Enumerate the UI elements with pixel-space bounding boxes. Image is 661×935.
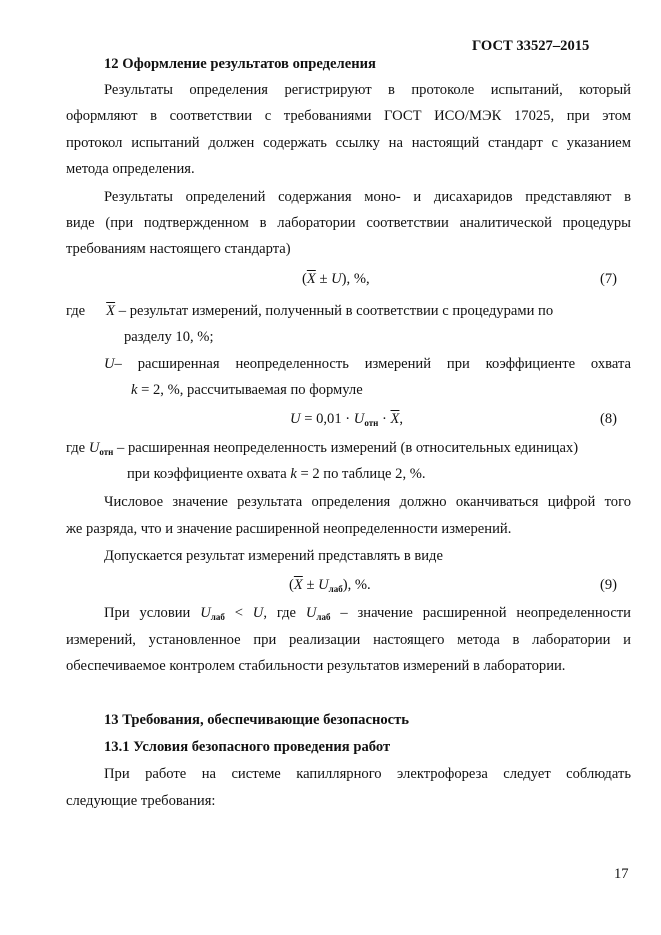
formula-8-u-otn: U bbox=[353, 411, 365, 427]
where-2-u: U bbox=[104, 356, 115, 372]
where-3-line bbox=[66, 440, 578, 457]
where-2-text: – расширенная неопределенность измерений при коэффициенте охвата bbox=[114, 356, 631, 372]
where-3-u: U bbox=[88, 440, 100, 456]
standard-header: ГОСТ 33527–2015 bbox=[472, 38, 590, 54]
paragraph-5-line-3: обеспечиваемое контролем стабильности результатов измерений в лаборатории. bbox=[66, 658, 566, 674]
p5-u2: U bbox=[252, 605, 264, 621]
formula-9-sub-lab: лаб bbox=[328, 584, 343, 594]
formula-9-close: ), %. bbox=[342, 577, 371, 593]
paragraph-3-line-2: же разряда, что и значение расширенной неопределенности измерений. bbox=[66, 521, 512, 537]
paragraph-1-line-3: протокол испытаний должен содержать ссылку на настоящий стандарт с указанием bbox=[66, 135, 631, 151]
formula-8-end: , bbox=[399, 411, 404, 427]
where-3-sub-otn: отн bbox=[99, 447, 114, 457]
formula-7 bbox=[302, 271, 370, 288]
where-2-k: k bbox=[131, 382, 138, 398]
formula-7-open: ( bbox=[302, 271, 307, 287]
formula-8-sub-otn: отн bbox=[364, 418, 379, 428]
formula-9-u: U bbox=[318, 577, 329, 593]
p5-b: < bbox=[224, 605, 253, 621]
equation-number-7: (7) bbox=[600, 271, 618, 287]
p5-a: При условии bbox=[104, 605, 201, 621]
p5-u3: U bbox=[305, 605, 317, 621]
where-3-gde: где bbox=[66, 440, 89, 456]
paragraph-1-line-2: оформляют в соответствии с требованиями ГОСТ ИСО/МЭК 17025, при этом bbox=[66, 108, 631, 124]
paragraph-1-line-4: метода определения. bbox=[66, 161, 195, 177]
paragraph-5-line-1 bbox=[104, 605, 631, 622]
formula-8-x-mean: $\overline{X}$ bbox=[390, 411, 400, 427]
where-3-text-2a: при коэффициенте охвата bbox=[127, 466, 291, 482]
section-13-title: 13 Требования, обеспечивающие безопасность bbox=[104, 712, 410, 728]
formula-8 bbox=[290, 411, 403, 428]
p5-sub3: лаб bbox=[316, 612, 331, 622]
paragraph-3-line-1: Числовое значение результата определения должно оканчиваться цифрой того bbox=[104, 494, 631, 510]
formula-9-pm: ± bbox=[302, 577, 319, 593]
formula-9 bbox=[289, 577, 371, 594]
formula-9-x-mean: $\overline{X}$ bbox=[293, 577, 303, 593]
formula-8-u: U bbox=[290, 411, 301, 427]
formula-8-dot: · bbox=[378, 411, 391, 427]
formula-7-pm: ± bbox=[315, 271, 332, 287]
page-number: 17 bbox=[614, 866, 629, 882]
p5-u1: U bbox=[200, 605, 211, 621]
section-12-title: 12 Оформление результатов определения bbox=[104, 56, 376, 72]
where-1-line bbox=[66, 303, 553, 320]
formula-9-open: ( bbox=[289, 577, 294, 593]
where-1-x-mean: $\overline{X}$ bbox=[106, 303, 116, 319]
formula-8-mid: = 0,01 · bbox=[300, 411, 354, 427]
section-13-1-title: 13.1 Условия безопасного проведения работ bbox=[104, 739, 391, 755]
section-13-paragraph-line-2: следующие требования: bbox=[66, 793, 216, 809]
paragraph-2-line-1: Результаты определений содержания моно- и дисахаридов представляют в bbox=[104, 189, 631, 205]
p5-c: , где bbox=[263, 605, 306, 621]
p5-d: – значение расширенной неопределенности bbox=[330, 605, 631, 621]
formula-7-x-mean: $\overline{X}$ bbox=[306, 271, 316, 287]
equation-number-8: (8) bbox=[600, 411, 618, 427]
where-3-text: – расширенная неопределенность измерений (в относительных единицах) bbox=[113, 440, 579, 456]
paragraph-1-line-1: Результаты определения регистрируют в протоколе испытаний, который bbox=[104, 82, 631, 98]
equation-number-9: (9) bbox=[600, 577, 618, 593]
paragraph-5-line-2: измерений, установленное при реализации настоящего метода в лаборатории и bbox=[66, 632, 631, 648]
formula-7-close: ), %, bbox=[341, 271, 370, 287]
where-2-text-2: = 2, %, рассчитываемая по формуле bbox=[137, 382, 363, 398]
p5-sub1: лаб bbox=[210, 612, 225, 622]
where-2-continuation bbox=[131, 382, 363, 399]
where-1-gde: где bbox=[66, 303, 86, 319]
where-2-line bbox=[104, 356, 631, 373]
where-3-text-2b: = 2 по таблице 2, %. bbox=[296, 466, 426, 482]
paragraph-4: Допускается результат измерений представлять в виде bbox=[104, 548, 443, 564]
paragraph-2-line-2: виде (при подтвержденном в лаборатории соответствии аналитической процедуры bbox=[66, 215, 631, 231]
where-3-k: k bbox=[290, 466, 297, 482]
where-1-text: – результат измерений, полученный в соответствии с процедурами по bbox=[115, 303, 554, 319]
where-3-continuation bbox=[127, 466, 426, 483]
formula-7-u: U bbox=[331, 271, 342, 287]
where-1-continuation: разделу 10, %; bbox=[124, 329, 214, 345]
paragraph-2-line-3: требованиям настоящего стандарта) bbox=[66, 241, 291, 257]
section-13-paragraph-line-1: При работе на системе капиллярного электрофореза следует соблюдать bbox=[104, 766, 631, 782]
